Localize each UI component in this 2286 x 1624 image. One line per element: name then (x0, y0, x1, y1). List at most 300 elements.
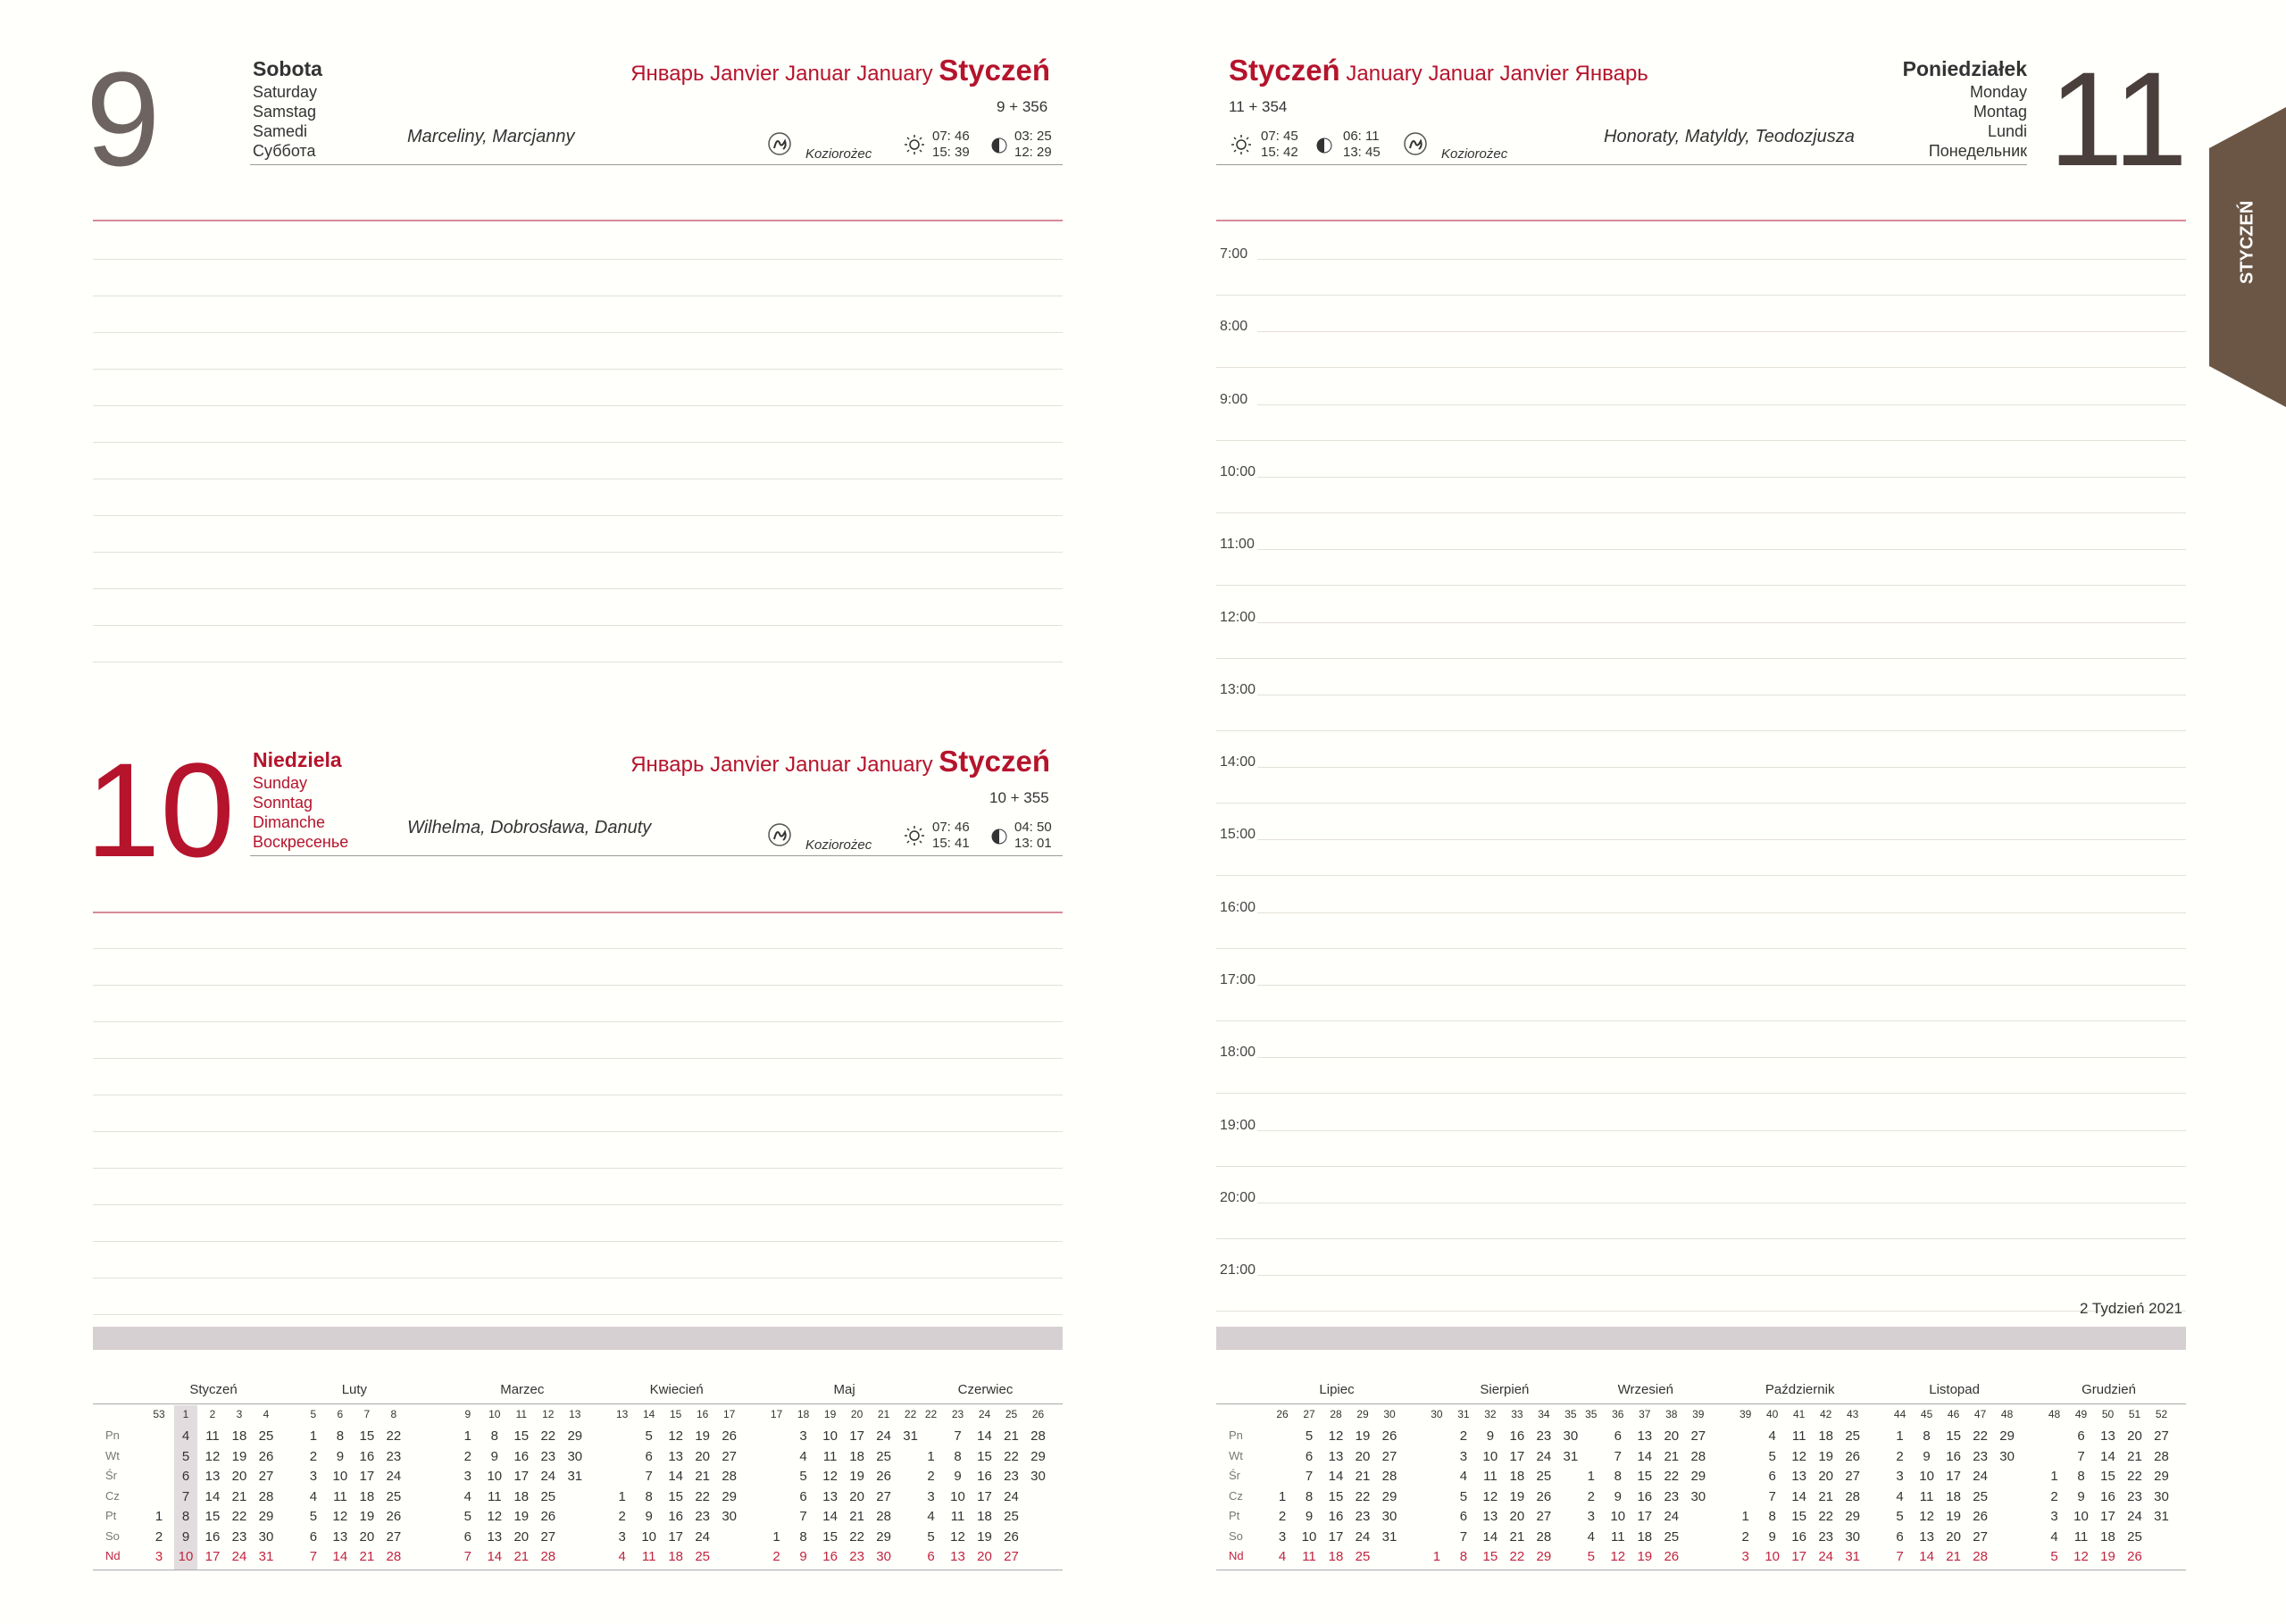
calendar-day: 1 (1896, 1428, 1904, 1444)
calendar-day: 9 (181, 1528, 190, 1545)
hour-label: 14:00 (1220, 754, 1256, 770)
calendar-day: 24 (1973, 1469, 1988, 1484)
calendar-day: 19 (1509, 1488, 1525, 1504)
hour-line (1257, 549, 2186, 550)
calendar-day: 30 (258, 1528, 274, 1545)
calendar-day: 15 (1791, 1509, 1807, 1524)
calendar-day: 9 (645, 1509, 653, 1524)
calendar-day: 10 (487, 1469, 503, 1484)
calendar-day: 28 (386, 1549, 402, 1564)
calendar-day: 14 (487, 1549, 503, 1564)
calendar-day: 24 (1818, 1549, 1834, 1564)
calendar-day: 19 (1355, 1428, 1371, 1444)
half-hour-line (1216, 730, 2186, 731)
calendar-day: 21 (2127, 1448, 2142, 1464)
calendar-day: 24 (1536, 1448, 1552, 1464)
calendar-day: 29 (1690, 1469, 1706, 1484)
weekday-label: Pt (105, 1509, 117, 1522)
name-days: Marceliny, Marcjanny (407, 127, 575, 146)
calendar-day: 19 (1946, 1509, 1961, 1524)
calendar-day: 23 (1973, 1448, 1988, 1464)
calendar-day: 13 (1919, 1528, 1934, 1545)
note-line (93, 1131, 1063, 1132)
schedule-top-rule (1216, 220, 2186, 221)
calendar-day: 3 (154, 1549, 163, 1564)
calendar-day: 1 (1587, 1469, 1595, 1484)
weekday-label: So (1229, 1528, 1243, 1543)
calendar-day: 2 (618, 1509, 626, 1524)
calendar-day: 28 (1845, 1488, 1861, 1504)
calendar-day: 14 (1482, 1528, 1498, 1545)
calendar-day: 10 (2073, 1509, 2089, 1524)
calendar-day: 26 (258, 1448, 274, 1464)
calendar-day: 20 (1355, 1448, 1371, 1464)
sun-times: 07: 45 15: 42 (1261, 129, 1298, 160)
calendar-day: 16 (1328, 1509, 1344, 1524)
calendar-day: 23 (386, 1448, 402, 1464)
calendar-day: 26 (1381, 1428, 1397, 1444)
month-tab[interactable] (2209, 107, 2286, 407)
half-hour-line (1216, 585, 2186, 586)
calendar-day: 4 (2050, 1528, 2058, 1545)
calendar-day: 16 (822, 1549, 838, 1564)
calendar-day: 24 (1355, 1528, 1371, 1545)
calendar-day: 28 (876, 1509, 891, 1524)
calendar-day: 4 (799, 1448, 807, 1464)
calendar-day: 11 (1919, 1488, 1934, 1504)
calendar-day: 9 (799, 1549, 807, 1564)
week-number-cell: 25 (1005, 1408, 1018, 1420)
calendar-day: 2 (463, 1448, 471, 1464)
week-number-cell: 53 (153, 1408, 165, 1420)
calendar-day: 2 (2050, 1488, 2058, 1504)
calendar-day: 13 (1791, 1469, 1807, 1484)
calendar-day: 20 (977, 1549, 992, 1564)
calendar-day: 6 (463, 1528, 471, 1545)
calendar-day: 4 (463, 1488, 471, 1504)
calendar-day: 18 (1328, 1549, 1344, 1564)
calendar-day: 27 (2154, 1428, 2169, 1444)
calendar-day: 29 (2154, 1469, 2169, 1484)
hour-label: 11:00 (1220, 537, 1255, 553)
calendar-day: 23 (1355, 1509, 1371, 1524)
calendar-day: 12 (2073, 1549, 2089, 1564)
calendar-day: 1 (927, 1448, 935, 1464)
calendar-day: 15 (359, 1428, 375, 1444)
calendar-day: 31 (1845, 1549, 1861, 1564)
calendar-day: 2 (1459, 1428, 1468, 1444)
calendar-day: 5 (799, 1469, 807, 1484)
week-number-cell: 29 (1356, 1408, 1369, 1420)
hour-label: 7:00 (1220, 246, 1248, 262)
calendar-day: 10 (950, 1488, 965, 1504)
calendar-day: 10 (178, 1549, 194, 1564)
calendar-day: 24 (1664, 1509, 1680, 1524)
zodiac-sign: Koziorożec (1441, 146, 1508, 162)
calendar-day: 21 (359, 1549, 375, 1564)
calendar-day: 28 (1973, 1549, 1988, 1564)
calendar-day: 1 (772, 1528, 780, 1545)
calendar-day: 16 (1946, 1448, 1961, 1464)
calendar-day: 28 (1381, 1469, 1397, 1484)
calendar-day: 27 (1536, 1509, 1552, 1524)
half-hour-line (1216, 295, 2186, 296)
calendar-day: 25 (1845, 1428, 1861, 1444)
weekday-label: Cz (1229, 1488, 1243, 1503)
month-title: Marzec (500, 1382, 545, 1397)
calendar-day: 19 (359, 1509, 375, 1524)
week-number-cell: 42 (1820, 1408, 1832, 1420)
week-number-cell: 26 (1031, 1408, 1045, 1420)
week-number-cell: 28 (1330, 1408, 1342, 1420)
calendar-day: 7 (2077, 1448, 2085, 1464)
calendar-day: 11 (1302, 1549, 1316, 1564)
week-number-cell: 5 (310, 1408, 317, 1420)
note-line (93, 1241, 1063, 1242)
calendar-day: 1 (463, 1428, 471, 1444)
calendar-day: 30 (567, 1448, 583, 1464)
hour-label: 12:00 (1220, 609, 1256, 625)
calendar-day: 29 (722, 1488, 738, 1504)
calendar-day: 7 (181, 1488, 190, 1504)
hour-line (1257, 1275, 2186, 1276)
calendar-day: 14 (1328, 1469, 1344, 1484)
calendar-day: 1 (309, 1428, 318, 1444)
calendar-day: 31 (2154, 1509, 2169, 1524)
half-hour-line (1216, 512, 2186, 513)
day-name-translations: Saturday Samstag Samedi Суббота (253, 83, 318, 160)
calendar-day: 24 (386, 1469, 402, 1484)
hour-line (1257, 839, 2186, 840)
calendar-day: 6 (927, 1549, 935, 1564)
month-names: Styczeń January Januar Janvier Январь (1229, 54, 1648, 87)
calendar-day: 11 (205, 1428, 220, 1444)
calendar-day: 20 (2127, 1428, 2142, 1444)
calendar-day: 15 (204, 1509, 221, 1524)
header-underline (250, 164, 1063, 165)
calendar-day: 9 (2077, 1488, 2085, 1504)
calendar-day: 5 (1768, 1448, 1776, 1464)
calendar-day: 1 (2050, 1469, 2058, 1484)
moon-phase-icon (1316, 137, 1332, 154)
calendar-day: 20 (231, 1469, 247, 1484)
calendar-day: 27 (1845, 1469, 1861, 1484)
half-hour-line (1216, 1020, 2186, 1021)
calendar-rule (1216, 1403, 2186, 1404)
calendar-day: 26 (1664, 1549, 1680, 1564)
calendar-day: 28 (1690, 1448, 1706, 1464)
week-number-cell: 2 (209, 1408, 216, 1420)
calendar-day: 22 (2127, 1469, 2142, 1484)
calendar-day: 20 (1664, 1428, 1680, 1444)
note-line (93, 588, 1063, 589)
day-of-year: 11 + 354 (1229, 98, 1288, 115)
week-number-cell: 9 (464, 1408, 471, 1420)
calendar-day: 5 (927, 1528, 935, 1545)
calendar-day: 4 (1768, 1428, 1776, 1444)
calendar-day: 25 (1004, 1509, 1019, 1524)
week-number-cell: 52 (2155, 1408, 2168, 1420)
calendar-day: 10 (332, 1469, 348, 1484)
calendar-day: 29 (1999, 1428, 2015, 1444)
capricorn-icon (768, 132, 791, 155)
calendar-day: 24 (1004, 1488, 1019, 1504)
calendar-day: 24 (540, 1469, 556, 1484)
calendar-day: 13 (1482, 1509, 1498, 1524)
calendar-day: 30 (1999, 1448, 2015, 1464)
half-hour-line (1216, 1311, 2186, 1312)
calendar-day: 16 (977, 1469, 992, 1484)
calendar-day: 17 (668, 1528, 684, 1545)
hour-label: 20:00 (1220, 1189, 1256, 1205)
calendar-day: 3 (1459, 1448, 1468, 1464)
calendar-day: 29 (1536, 1549, 1552, 1564)
week-number-cell: 3 (236, 1408, 243, 1420)
calendar-day: 8 (490, 1428, 498, 1444)
calendar-day: 13 (204, 1469, 221, 1484)
calendar-day: 26 (1973, 1509, 1988, 1524)
calendar-day: 12 (822, 1469, 838, 1484)
week-number-cell: 12 (542, 1408, 555, 1420)
calendar-day: 7 (1896, 1549, 1904, 1564)
calendar-day: 29 (1845, 1509, 1861, 1524)
calendar-day: 6 (1305, 1448, 1314, 1464)
calendar-day: 27 (722, 1448, 738, 1464)
calendar-day: 11 (333, 1488, 347, 1504)
calendar-day: 14 (822, 1509, 838, 1524)
zodiac-sign: Koziorożec (805, 837, 872, 853)
day-name: Sobota (253, 57, 322, 80)
calendar-day: 22 (231, 1509, 247, 1524)
sun-icon (1231, 134, 1252, 155)
week-number-cell: 46 (1947, 1408, 1960, 1420)
notes-top-rule (93, 220, 1063, 221)
week-number-cell: 20 (850, 1408, 864, 1420)
note-line (93, 1021, 1063, 1022)
month-title: Styczeń (189, 1382, 238, 1397)
week-number-cell: 7 (363, 1408, 371, 1420)
calendar-day: 30 (1381, 1509, 1397, 1524)
calendar-day: 16 (513, 1448, 530, 1464)
week-number-cell: 22 (924, 1408, 938, 1420)
hour-line (1257, 985, 2186, 986)
calendar-day: 23 (540, 1448, 556, 1464)
calendar-day: 9 (336, 1448, 345, 1464)
half-hour-line (1216, 1093, 2186, 1094)
week-number: 2 Tydzień 2021 (2080, 1300, 2182, 1317)
calendar-day: 7 (463, 1549, 471, 1564)
calendar-day: 27 (1973, 1528, 1988, 1545)
calendar-day: 22 (1973, 1428, 1988, 1444)
weekday-label: Pn (1229, 1428, 1243, 1442)
calendar-day: 18 (359, 1488, 375, 1504)
calendar-day: 7 (1614, 1448, 1622, 1464)
week-number-cell: 32 (1484, 1408, 1497, 1420)
calendar-day: 17 (849, 1428, 864, 1444)
calendar-day: 21 (849, 1509, 864, 1524)
calendar-day: 9 (954, 1469, 962, 1484)
calendar-divider-bar (1216, 1327, 2186, 1350)
calendar-day: 19 (695, 1428, 711, 1444)
calendar-day: 26 (386, 1509, 402, 1524)
calendar-day: 16 (1791, 1528, 1807, 1545)
hour-line (1257, 477, 2186, 478)
calendar-day: 2 (1278, 1509, 1287, 1524)
calendar-day: 3 (2050, 1509, 2058, 1524)
calendar-day: 29 (567, 1428, 583, 1444)
calendar-day: 13 (2100, 1428, 2115, 1444)
calendar-day: 6 (799, 1488, 807, 1504)
calendar-day: 10 (641, 1528, 657, 1545)
note-line (93, 442, 1063, 443)
calendar-day: 22 (1004, 1448, 1019, 1464)
calendar-day: 20 (1946, 1528, 1961, 1545)
week-number-cell: 38 (1665, 1408, 1678, 1420)
weekday-label: Wt (1229, 1448, 1243, 1462)
week-number-cell: 51 (2128, 1408, 2141, 1420)
calendar-day: 8 (1768, 1509, 1776, 1524)
calendar-day: 9 (1768, 1528, 1776, 1545)
calendar-day: 6 (309, 1528, 318, 1545)
calendar-day: 24 (2127, 1509, 2142, 1524)
calendar-day: 8 (1614, 1469, 1622, 1484)
calendar-day: 16 (359, 1448, 375, 1464)
calendar-day: 3 (1278, 1528, 1287, 1545)
month-tab-label: STYCZEŃ (2237, 200, 2257, 285)
half-hour-line (1216, 875, 2186, 876)
calendar-day: 8 (954, 1448, 962, 1464)
calendar-day: 8 (1305, 1488, 1314, 1504)
day-number: 11 (2048, 44, 2188, 194)
day-name-translations: Monday Montag Lundi Понедельник (1928, 83, 2027, 160)
month-title: Sierpień (1480, 1382, 1530, 1397)
calendar-day: 13 (822, 1488, 838, 1504)
moon-phase-icon (991, 829, 1007, 845)
note-line (93, 332, 1063, 333)
calendar-day: 25 (1355, 1549, 1371, 1564)
day-of-year: 10 + 355 (989, 789, 1049, 806)
calendar-day: 15 (822, 1528, 838, 1545)
calendar-day: 17 (204, 1549, 221, 1564)
calendar-day: 31 (1381, 1528, 1397, 1545)
calendar-day: 25 (695, 1549, 711, 1564)
calendar-day: 13 (668, 1448, 684, 1464)
calendar-day: 15 (2100, 1469, 2115, 1484)
calendar-day: 12 (1328, 1428, 1344, 1444)
calendar-day: 21 (1355, 1469, 1371, 1484)
note-line (93, 1168, 1063, 1169)
calendar-day: 9 (1614, 1488, 1622, 1504)
month-title: Czerwiec (957, 1382, 1014, 1397)
calendar-day: 4 (1587, 1528, 1595, 1545)
month-names: Январь Janvier Januar January Styczeń (630, 54, 1050, 87)
calendar-day: 15 (1637, 1469, 1653, 1484)
half-hour-line (1216, 803, 2186, 804)
calendar-day: 14 (977, 1428, 992, 1444)
calendar-day: 9 (1486, 1428, 1495, 1444)
calendar-day: 20 (359, 1528, 375, 1545)
calendar-rule (93, 1403, 1063, 1404)
calendar-day: 16 (2100, 1488, 2115, 1504)
calendar-day: 26 (876, 1469, 891, 1484)
week-number-cell: 41 (1793, 1408, 1806, 1420)
calendar-day: 25 (2127, 1528, 2142, 1545)
week-number-cell: 27 (1303, 1408, 1315, 1420)
calendar-day: 16 (1509, 1428, 1525, 1444)
half-hour-line (1216, 440, 2186, 441)
week-number-cell: 45 (1920, 1408, 1933, 1420)
calendar-day: 20 (1818, 1469, 1834, 1484)
calendar-day: 21 (1664, 1448, 1680, 1464)
calendar-day: 26 (540, 1509, 556, 1524)
calendar-day: 9 (1923, 1448, 1931, 1464)
calendar-day: 14 (1919, 1549, 1934, 1564)
calendar-day: 5 (1305, 1428, 1314, 1444)
calendar-day: 27 (1004, 1549, 1019, 1564)
calendar-day: 21 (1004, 1428, 1019, 1444)
week-number-cell: 30 (1431, 1408, 1443, 1420)
half-hour-line (1216, 367, 2186, 368)
month-names: Январь Janvier Januar January Styczeń (630, 745, 1050, 778)
calendar-day: 22 (1664, 1469, 1680, 1484)
calendar-day: 5 (309, 1509, 318, 1524)
calendar-day: 15 (668, 1488, 684, 1504)
calendar-day: 29 (876, 1528, 891, 1545)
calendar-day: 7 (1768, 1488, 1776, 1504)
calendar-day: 17 (1946, 1469, 1961, 1484)
calendar-day: 23 (1818, 1528, 1834, 1545)
calendar-day: 15 (1482, 1549, 1498, 1564)
calendar-day: 8 (1459, 1549, 1468, 1564)
moon-times: 03: 25 12: 29 (1014, 129, 1052, 160)
calendar-day: 14 (2100, 1448, 2115, 1464)
week-number-cell: 15 (670, 1408, 682, 1420)
calendar-day: 9 (1305, 1509, 1314, 1524)
calendar-day: 23 (1004, 1469, 1019, 1484)
calendar-day: 17 (1328, 1528, 1344, 1545)
calendar-day: 21 (695, 1469, 711, 1484)
calendar-day: 7 (309, 1549, 318, 1564)
week-number-cell: 44 (1893, 1408, 1906, 1420)
calendar-day: 25 (876, 1448, 891, 1464)
calendar-day: 3 (309, 1469, 318, 1484)
week-number-cell: 48 (2000, 1408, 2014, 1420)
week-number-cell: 8 (390, 1408, 397, 1420)
weekday-label: Śr (105, 1469, 117, 1482)
calendar-day: 14 (332, 1549, 348, 1564)
calendar-day: 4 (1459, 1469, 1468, 1484)
calendar-day: 23 (2127, 1488, 2142, 1504)
calendar-day: 3 (1741, 1549, 1749, 1564)
calendar-day: 24 (231, 1549, 247, 1564)
zodiac-sign: Koziorożec (805, 146, 872, 162)
calendar-day: 12 (1482, 1488, 1498, 1504)
calendar-day: 27 (876, 1488, 891, 1504)
note-line (93, 1058, 1063, 1059)
week-number-cell: 24 (978, 1408, 991, 1420)
calendar-day: 2 (927, 1469, 935, 1484)
calendar-day: 11 (950, 1509, 965, 1524)
calendar-day: 22 (386, 1428, 402, 1444)
calendar-day: 18 (668, 1549, 684, 1564)
calendar-day: 12 (1610, 1549, 1626, 1564)
weekday-label: Pn (105, 1428, 120, 1442)
calendar-day: 4 (1896, 1488, 1904, 1504)
calendar-day: 3 (799, 1428, 807, 1444)
calendar-day: 23 (231, 1528, 247, 1545)
calendar-day: 30 (876, 1549, 891, 1564)
calendar-day: 21 (513, 1549, 530, 1564)
